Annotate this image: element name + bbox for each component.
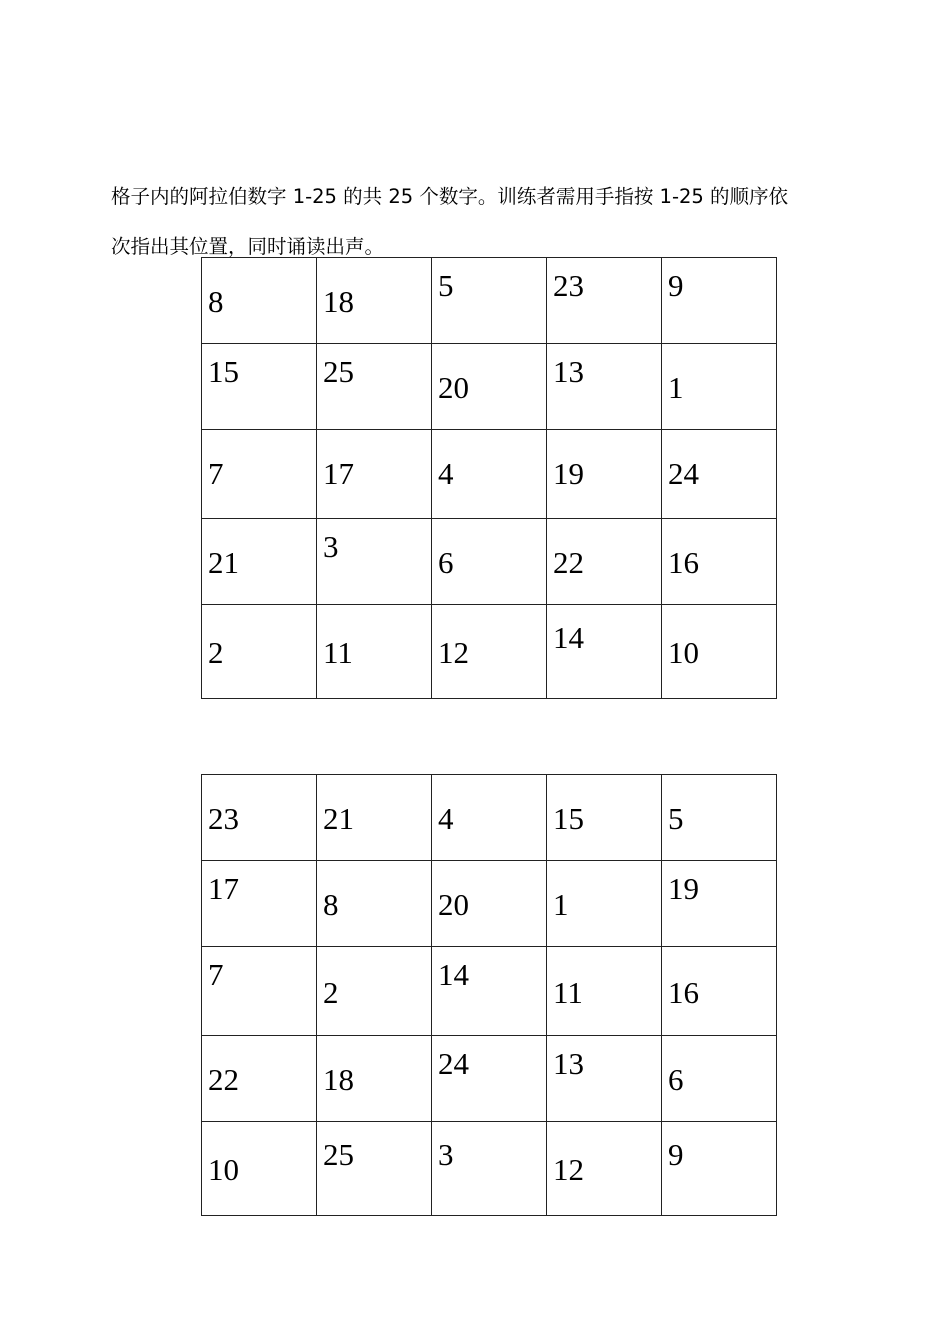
cell-number: 6 [438,545,454,580]
grid-cell [202,1122,317,1216]
grid-cell [432,947,547,1036]
grid-cell [317,1036,432,1122]
cell-number: 5 [438,268,454,303]
cell-number: 4 [438,456,454,491]
cell-number: 2 [323,975,339,1010]
grid-cell [432,861,547,947]
grid-cell [202,430,317,519]
cell-number: 16 [668,975,699,1010]
instruction-line-2: 次指出其位置，同时诵读出声。 [111,235,385,258]
cell-number: 12 [438,635,469,670]
cell-number: 8 [208,284,224,319]
grid-cell [317,775,432,861]
cell-number: 18 [323,1062,354,1097]
cell-number: 20 [438,370,469,405]
grid-cell [432,1036,547,1122]
grid-cell [202,258,317,344]
grid-cell [547,1122,662,1216]
grid-cell [547,947,662,1036]
grid-cell [317,861,432,947]
cell-number: 24 [438,1046,469,1081]
grid-cell [547,344,662,430]
cell-number: 5 [668,801,684,836]
grid-cell [432,258,547,344]
grid-cell [662,1122,777,1216]
cell-number: 11 [553,975,583,1010]
grid-cell [202,947,317,1036]
grid-cell [662,430,777,519]
cell-number: 3 [438,1137,454,1172]
grid-cell [662,605,777,699]
cell-number: 16 [668,545,699,580]
cell-number: 18 [323,284,354,319]
cell-number: 24 [668,456,699,491]
grid-cell [547,519,662,605]
cell-number: 6 [668,1062,684,1097]
grid-cell [317,1122,432,1216]
cell-number: 14 [553,620,584,655]
cell-number: 1 [668,370,684,405]
grid-cell [317,519,432,605]
grid-cell [662,258,777,344]
grid-cell [317,605,432,699]
grid-cell [547,861,662,947]
cell-number: 7 [208,957,224,992]
cell-number: 17 [323,456,354,491]
cell-number: 19 [668,871,699,906]
grid-row [202,1122,777,1216]
cell-number: 20 [438,887,469,922]
grid-row [202,1036,777,1122]
cell-number: 17 [208,871,239,906]
cell-number: 21 [323,801,354,836]
grid-cell [547,775,662,861]
grid-row [202,344,777,430]
cell-number: 25 [323,1137,354,1172]
cell-number: 12 [553,1152,584,1187]
grid-cell [662,775,777,861]
cell-number: 22 [208,1062,239,1097]
grid-row [202,605,777,699]
grid-cell [202,605,317,699]
grid-row [202,775,777,861]
grid-cell [547,430,662,519]
grid-row [202,430,777,519]
cell-number: 21 [208,545,239,580]
grid-cell [202,344,317,430]
instruction-line-1: 格子内的阿拉伯数字 1-25 的共 25 个数字。训练者需用手指按 1-25 的顺序依 [111,185,789,208]
grid-cell [547,258,662,344]
grid-cell [662,519,777,605]
grid-cell [432,519,547,605]
grid-cell [547,605,662,699]
cell-number: 3 [323,529,339,564]
grid-cell [317,258,432,344]
schulte-grid-2 [201,774,777,1216]
cell-number: 1 [553,887,569,922]
cell-number: 25 [323,354,354,389]
cell-number: 13 [553,1046,584,1081]
cell-number: 10 [208,1152,239,1187]
cell-number: 14 [438,957,469,992]
schulte-grid-1 [201,257,777,699]
grid-cell [202,1036,317,1122]
cell-number: 4 [438,801,454,836]
grid-cell [662,861,777,947]
grid-cell [432,344,547,430]
cell-number: 2 [208,635,224,670]
grid-cell [662,1036,777,1122]
grid-row [202,861,777,947]
cell-number: 8 [323,887,339,922]
grid-cell [547,1036,662,1122]
cell-number: 23 [208,801,239,836]
cell-number: 9 [668,268,684,303]
grid-cell [432,775,547,861]
grid-cell [662,344,777,430]
grid-cell [317,344,432,430]
cell-number: 19 [553,456,584,491]
grid-cell [432,430,547,519]
cell-number: 15 [208,354,239,389]
cell-number: 22 [553,545,584,580]
grid-row [202,947,777,1036]
grid-cell [432,605,547,699]
grid-cell [662,947,777,1036]
cell-number: 23 [553,268,584,303]
grid-cell [202,775,317,861]
cell-number: 13 [553,354,584,389]
grid-cell [432,1122,547,1216]
cell-number: 10 [668,635,699,670]
cell-number: 7 [208,456,224,491]
grid-row [202,258,777,344]
grid-cell [317,947,432,1036]
grid-cell [202,861,317,947]
grid-row [202,519,777,605]
grid-cell [317,430,432,519]
cell-number: 9 [668,1137,684,1172]
cell-number: 11 [323,635,353,670]
grid-cell [202,519,317,605]
cell-number: 15 [553,801,584,836]
